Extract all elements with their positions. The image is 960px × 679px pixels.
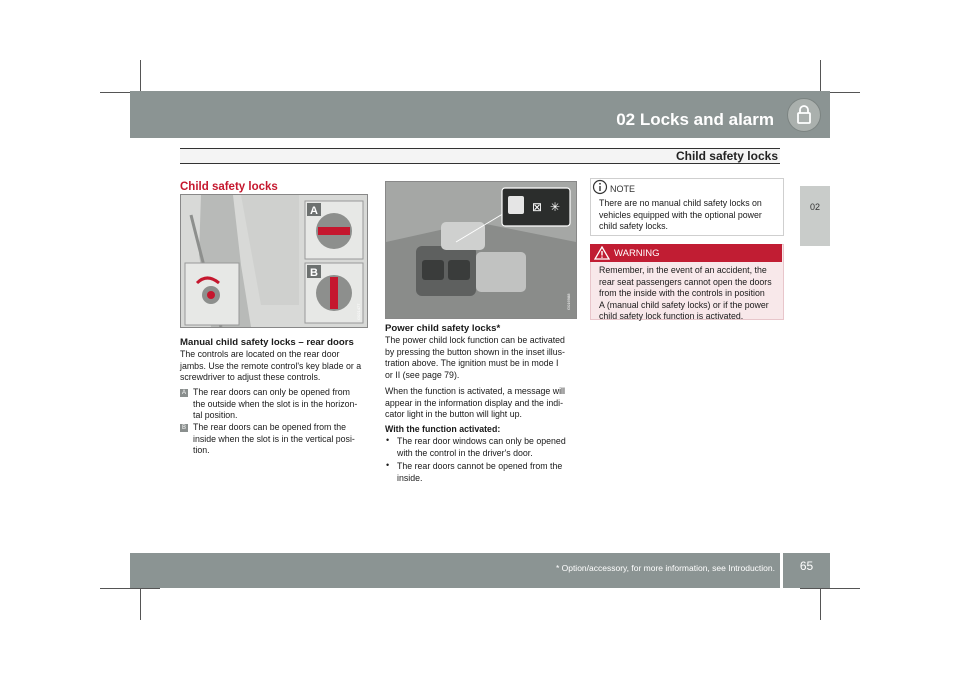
chapter-title: 02 Locks and alarm: [616, 110, 774, 129]
figure-label-a: A: [310, 205, 318, 217]
bullet-dot: •: [386, 460, 390, 470]
item-line: inside when the slot is in the vertical posi-: [193, 433, 355, 444]
bullet-line: The rear doors cannot be opened from the: [397, 461, 563, 471]
item-line: The rear doors can only be opened from: [193, 387, 350, 397]
bullet-line: The rear door windows can only be opened: [397, 436, 566, 446]
intro-line: jambs. Use the remote control's key blade or a: [180, 360, 362, 371]
page-number: 65: [799, 559, 814, 573]
warning-text: [599, 265, 783, 323]
warning-line: child safety lock function is activated.: [599, 311, 744, 322]
function-activated-heading: With the function activated:: [385, 424, 501, 434]
bullet-line: inside.: [397, 472, 423, 483]
power-locks-paragraph-1: [385, 335, 580, 381]
figure-label-b: B: [310, 267, 318, 279]
warning-line: A (manual child safety locks) or if the power: [599, 299, 769, 310]
paragraph-line: by pressing the button shown in the inset illus-: [385, 346, 565, 357]
item-line: tion.: [193, 445, 210, 456]
svg-text:✳: ✳: [550, 200, 561, 214]
section-subtitle: Child safety locks: [675, 149, 778, 163]
paragraph-line: tration above. The ignition must be in mode I: [385, 358, 559, 369]
item-line: the outside when the slot is in the horizon-: [193, 398, 358, 409]
figure-code: G021477: [356, 303, 361, 320]
paragraph-line: cator light in the button will light up.: [385, 409, 522, 420]
note-line: vehicles equipped with the optional power: [599, 209, 762, 220]
power-locks-paragraph-2: [385, 386, 580, 421]
item-line: tal position.: [193, 410, 238, 421]
warning-line: Remember, in the event of an accident, the: [599, 265, 767, 275]
power-child-lock-figure: [385, 181, 577, 319]
item-line: The rear doors can be opened from the: [193, 422, 347, 432]
bullet-item: [385, 436, 580, 459]
paragraph-line: appear in the information display and the indi-: [385, 397, 564, 408]
bullet-line: with the control in the driver's door.: [397, 447, 533, 458]
power-locks-heading: Power child safety locks*: [385, 323, 501, 334]
item-a: [180, 387, 375, 422]
section-title: Child safety locks: [180, 181, 278, 193]
info-icon: [592, 179, 608, 200]
paragraph-line: The power child lock function can be activated: [385, 335, 565, 345]
bullet-dot: •: [386, 435, 390, 445]
label-b-badge: B: [181, 425, 186, 431]
intro-line: screwdriver to adjust these controls.: [180, 372, 321, 383]
crop-mark: [800, 588, 860, 589]
label-a-badge: A: [181, 390, 186, 396]
intro-line: The controls are located on the rear door: [180, 349, 340, 359]
manual-child-lock-figure: [180, 194, 368, 328]
paragraph-line: or II (see page 79).: [385, 369, 460, 380]
chapter-side-tab-label: 02: [809, 202, 820, 212]
note-text: [599, 198, 781, 233]
manual-locks-intro: [180, 349, 370, 384]
warning-triangle-icon: [594, 246, 610, 265]
manual-locks-heading: Manual child safety locks – rear doors: [180, 337, 354, 348]
figure-code: G016988: [566, 293, 571, 310]
item-b: [180, 422, 375, 457]
note-line: There are no manual child safety locks on: [599, 198, 762, 208]
svg-text:⊠: ⊠: [532, 200, 543, 214]
crop-mark: [100, 588, 160, 589]
paragraph-line: When the function is activated, a message will: [385, 386, 565, 396]
bullet-item: [385, 461, 580, 484]
warning-title: WARNING: [614, 248, 660, 259]
note-line: child safety locks.: [599, 221, 668, 232]
warning-line: rear seat passengers cannot open the doors: [599, 276, 772, 287]
note-title: NOTE: [610, 184, 636, 194]
chapter-side-tab: [800, 186, 830, 246]
lock-icon: [787, 98, 821, 132]
footer-note: * Option/accessory, for more information, see Introduction.: [555, 563, 775, 573]
warning-line: from the inside with the controls in position: [599, 288, 765, 299]
